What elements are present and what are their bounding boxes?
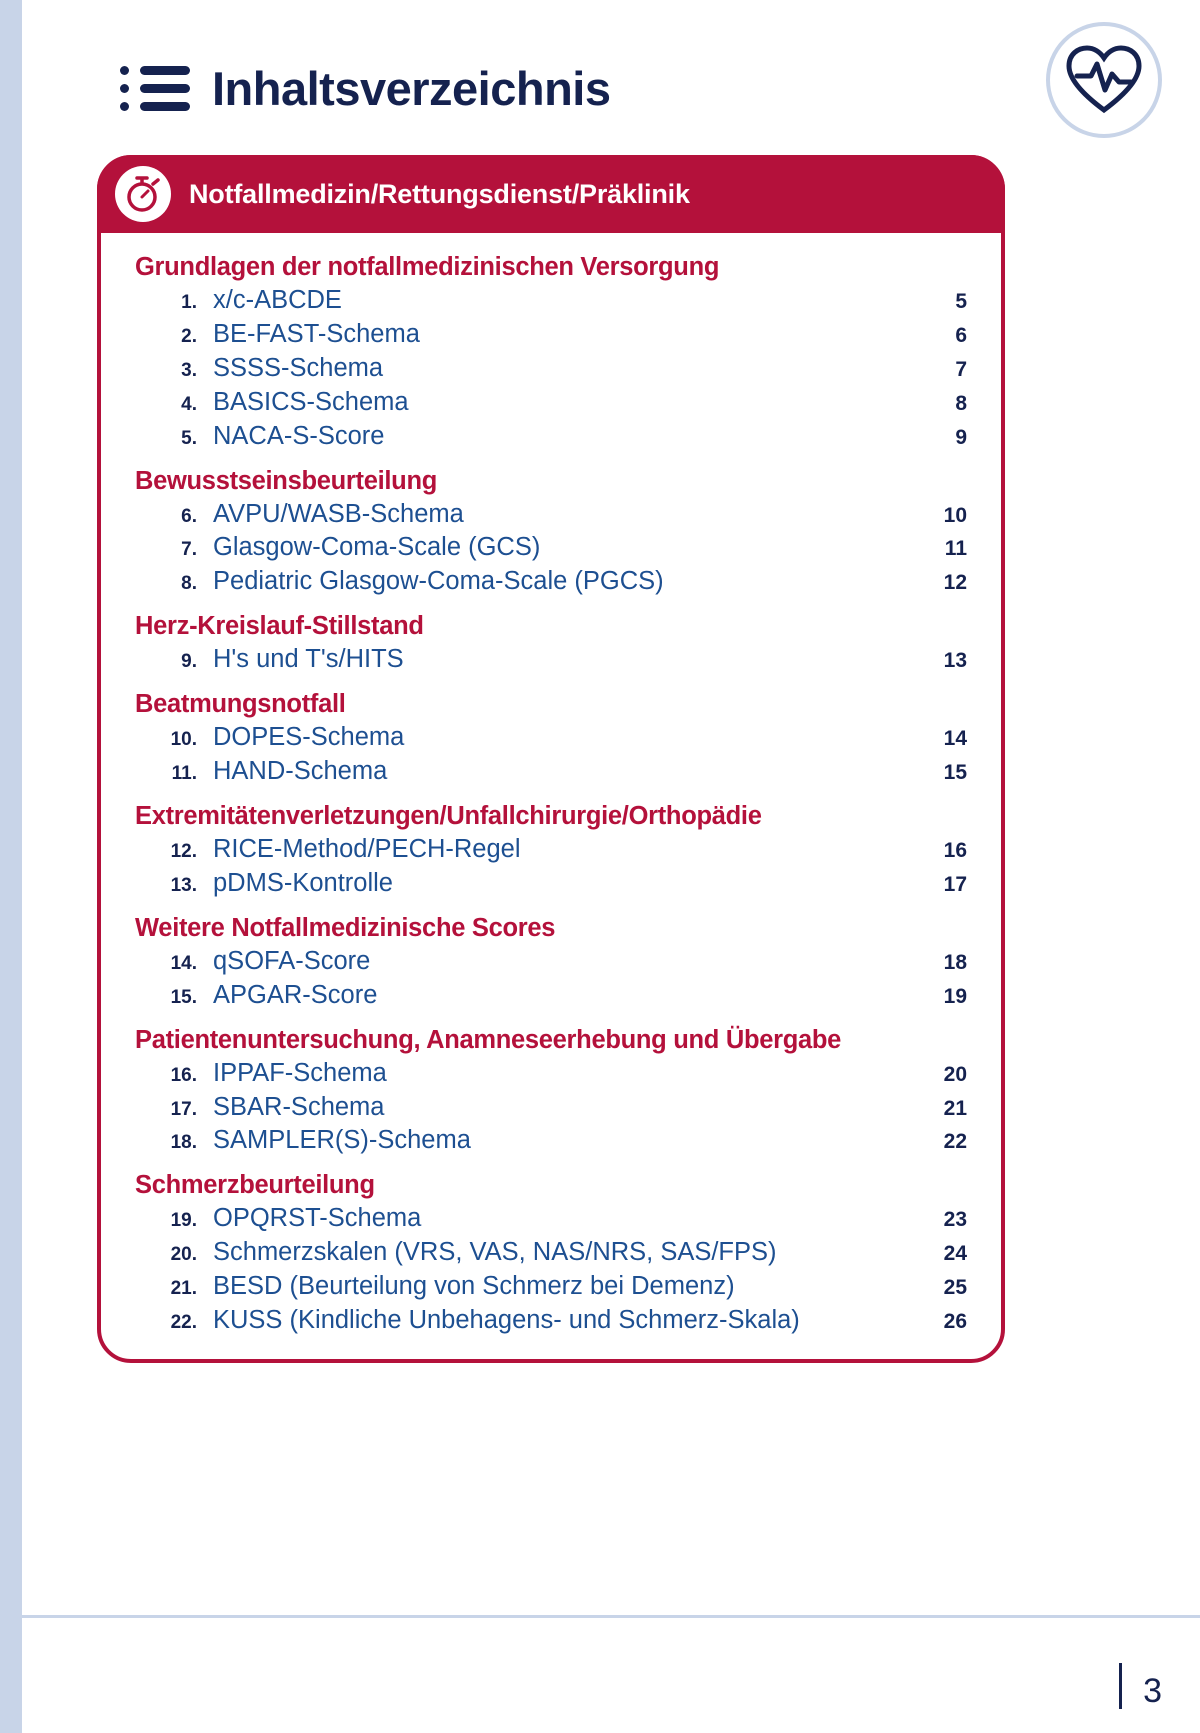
toc-entry-page: 13 [943, 649, 967, 673]
toc-entry-label: OPQRST-Schema [213, 1204, 422, 1233]
toc-entry-page: 5 [955, 290, 967, 313]
toc-entry-page: 16 [943, 838, 967, 862]
toc-entry-number: 12. [170, 840, 197, 862]
toc-card [97, 155, 1005, 1363]
footer-divider [1119, 1663, 1122, 1709]
toc-entry-label: SAMPLER(S)-Schema [213, 1126, 471, 1155]
toc-entry-label: BASICS-Schema [213, 387, 409, 416]
toc-entry-number: 10. [170, 729, 197, 751]
toc-entry[interactable] [135, 352, 967, 386]
toc-section-title: Bewusstseinsbeurteilung [135, 466, 438, 495]
toc-entry-page: 7 [955, 357, 967, 381]
toc-entry-page: 25 [943, 1276, 967, 1300]
toc-entry-number: 5. [181, 427, 197, 449]
toc-entry-page: 24 [943, 1242, 967, 1266]
toc-entry-label: HAND-Schema [213, 757, 388, 786]
toc-card-header [97, 155, 1005, 233]
toc-entry-page: 11 [944, 537, 967, 561]
toc-entry-number: 21. [170, 1278, 197, 1300]
toc-entry-label: pDMS-Kontrolle [213, 868, 393, 897]
toc-entry[interactable] [135, 945, 967, 979]
toc-entry-number: 18. [170, 1132, 197, 1154]
toc-entry-page: 23 [943, 1208, 967, 1232]
toc-entry-page: 15 [943, 761, 967, 785]
toc-entry-page: 12 [943, 571, 967, 595]
toc-entry-page: 8 [955, 391, 967, 415]
toc-card-title: Notfallmedizin/Rettungsdienst/Präklinik [189, 178, 690, 209]
toc-entry-number: 4. [181, 393, 197, 415]
toc-section-title: Schmerzbeurteilung [135, 1171, 375, 1200]
toc-entry-page: 19 [943, 984, 967, 1008]
toc-entry-page: 21 [943, 1096, 967, 1120]
toc-entry[interactable] [135, 1057, 967, 1091]
toc-entry-number: 19. [170, 1210, 197, 1232]
toc-entry-number: 14. [170, 952, 197, 974]
toc-entry-label: APGAR-Score [213, 980, 378, 1009]
toc-entry-page: 14 [943, 727, 967, 751]
toc-entry[interactable] [135, 284, 967, 318]
toc-entry-label: Schmerzskalen (VRS, VAS, NAS/NRS, SAS/FPS) [213, 1238, 777, 1267]
toc-entry-label: BESD (Beurteilung von Schmerz bei Demenz) [213, 1272, 735, 1301]
toc-entry[interactable] [135, 643, 967, 677]
stopwatch-icon [115, 166, 171, 222]
toc-entry-number: 9. [181, 651, 197, 673]
toc-entry-label: Pediatric Glasgow-Coma-Scale (PGCS) [213, 567, 664, 596]
toc-section-title: Beatmungsnotfall [135, 690, 346, 719]
toc-entry-label: x/c-ABCDE [213, 286, 342, 314]
toc-entry-number: 17. [170, 1098, 197, 1120]
toc-section-title: Weitere Notfallmedizinische Scores [135, 913, 556, 942]
left-accent-bar [0, 0, 22, 1733]
toc-entry-page: 17 [943, 872, 967, 896]
toc-entry-number: 22. [170, 1312, 197, 1334]
toc-entry-label: DOPES-Schema [213, 723, 405, 752]
toc-entry-label: SSSS-Schema [213, 353, 384, 382]
toc-entry-number: 15. [170, 986, 197, 1008]
toc-entry-label: RICE-Method/PECH-Regel [213, 834, 521, 863]
toc-entry-number: 13. [170, 874, 197, 896]
toc-section-title: Herz-Kreislauf-Stillstand [135, 612, 424, 641]
toc-entry[interactable] [135, 867, 967, 901]
page-header [120, 60, 611, 116]
toc-entry[interactable] [135, 565, 967, 599]
toc-entry[interactable] [135, 420, 967, 454]
toc-entry-number: 16. [170, 1064, 197, 1086]
toc-entry-label: Glasgow-Coma-Scale (GCS) [213, 533, 541, 562]
footer [22, 1615, 1200, 1733]
page-title: Inhaltsverzeichnis [212, 61, 611, 115]
toc-entry-number: 3. [181, 359, 197, 381]
heart-pulse-icon [1046, 22, 1162, 138]
toc-entry[interactable] [135, 1091, 967, 1125]
toc-body [101, 237, 1001, 1338]
footer-page-number: 3 [1143, 1672, 1162, 1710]
toc-entry-label: BE-FAST-Schema [213, 319, 420, 348]
toc-entry-number: 2. [181, 325, 197, 347]
toc-entry-page: 20 [943, 1062, 967, 1086]
toc-entry-number: 1. [181, 292, 197, 313]
toc-entry-number: 11. [171, 763, 197, 785]
toc-entry[interactable] [135, 1304, 967, 1338]
toc-entry-label: KUSS (Kindliche Unbehagens- und Schmerz-Skala) [213, 1306, 800, 1335]
toc-entry[interactable] [135, 755, 967, 789]
toc-entry[interactable] [135, 498, 967, 532]
toc-entry-page: 6 [955, 323, 967, 347]
toc-entry-page: 22 [943, 1130, 967, 1154]
toc-entry[interactable] [135, 721, 967, 755]
toc-entry-number: 8. [181, 573, 197, 595]
toc-entry-label: qSOFA-Score [213, 946, 371, 975]
toc-entry-page: 26 [943, 1310, 967, 1334]
toc-entry[interactable] [135, 1202, 967, 1236]
toc-entry-number: 7. [181, 539, 197, 561]
toc-entry[interactable] [135, 979, 967, 1013]
toc-section-title: Patientenuntersuchung, Anamneseerhebung und Übergabe [135, 1025, 842, 1054]
toc-entry-label: IPPAF-Schema [213, 1058, 387, 1087]
toc-entry-label: NACA-S-Score [213, 421, 385, 450]
toc-entry-label: AVPU/WASB-Schema [213, 499, 464, 528]
toc-section-title: Extremitätenverletzungen/Unfallchirurgie/Orthopädie [135, 801, 762, 830]
toc-entry-number: 6. [181, 505, 197, 527]
toc-entry-page: 18 [943, 950, 967, 974]
toc-entry[interactable] [135, 833, 967, 867]
toc-entry-label: SBAR-Schema [213, 1092, 385, 1121]
toc-entry-page: 9 [955, 425, 967, 449]
toc-entry[interactable] [135, 1124, 967, 1158]
toc-entry-number: 20. [170, 1244, 197, 1266]
toc-section-title: Grundlagen der notfallmedizinischen Versorgung [135, 253, 720, 281]
hamburger-icon [120, 60, 190, 116]
toc-entry[interactable] [135, 386, 967, 420]
toc-entry[interactable] [135, 1270, 967, 1304]
toc-entry-page: 10 [943, 503, 967, 527]
toc-entry-label: H's und T's/HITS [213, 645, 404, 674]
toc-entry[interactable] [135, 1236, 967, 1270]
toc-entry[interactable] [135, 318, 967, 352]
toc-entry[interactable] [135, 531, 967, 565]
